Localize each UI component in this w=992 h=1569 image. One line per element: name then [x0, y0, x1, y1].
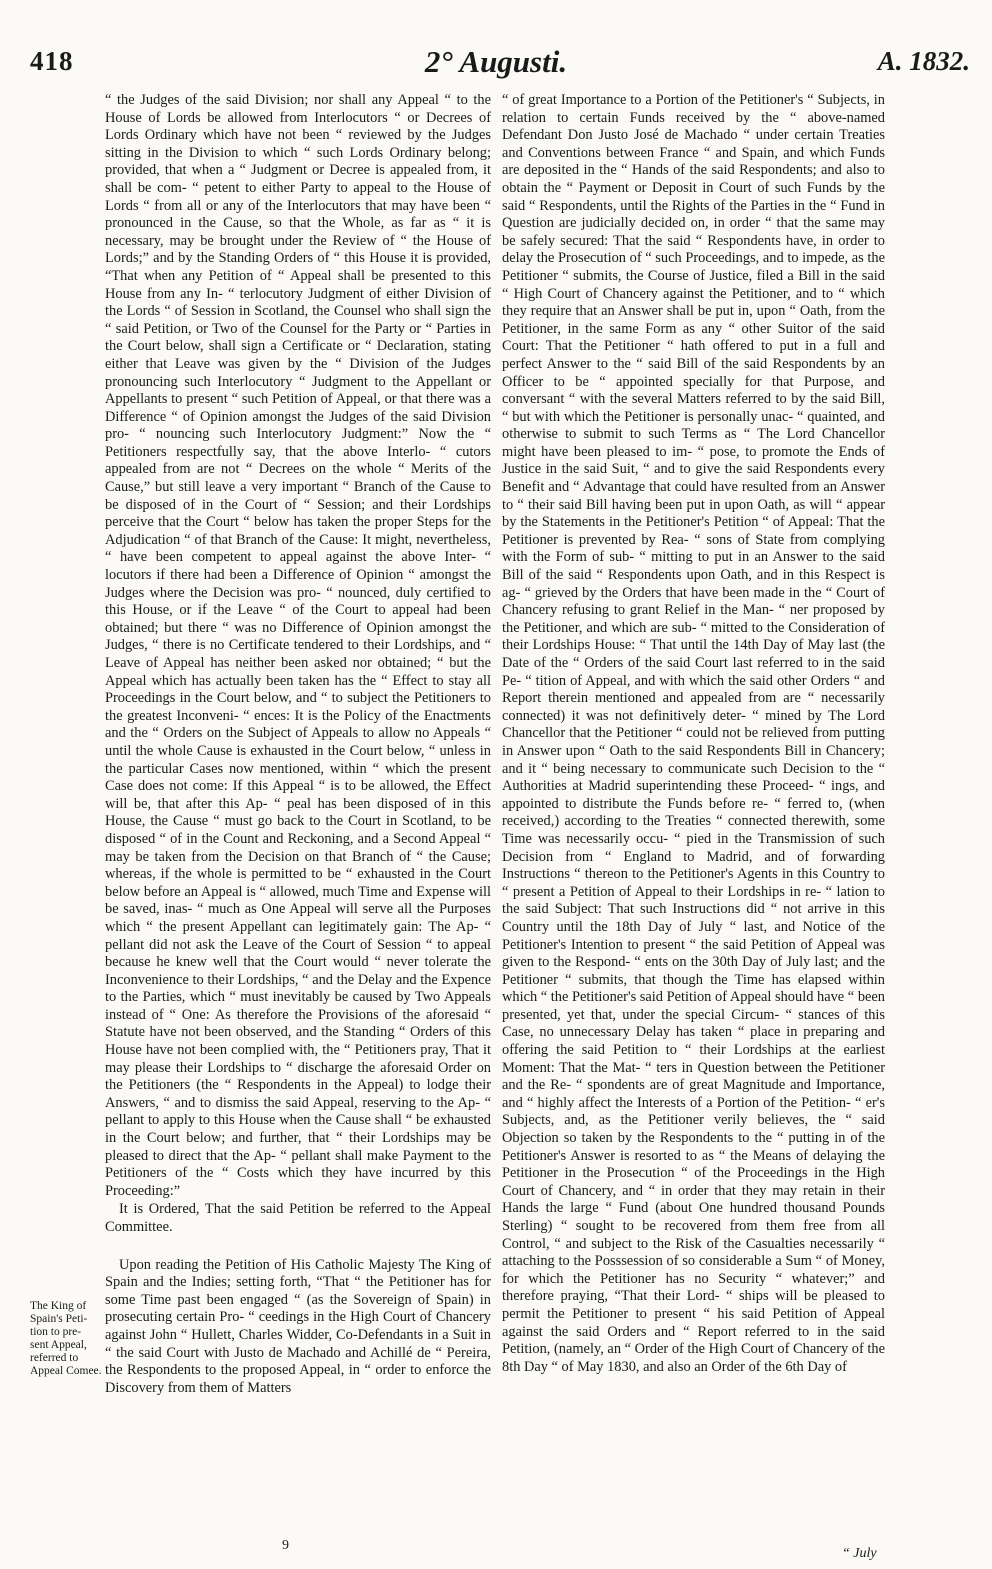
page-number: 418 [30, 46, 74, 76]
order-paragraph: It is Ordered, That the said Petition be referred to the Appeal Committee. [105, 1201, 491, 1235]
running-date-title: 2° Augusti. [424, 44, 568, 79]
petition-text: “ the Judges of the said Division; nor shall any Appeal “ to the House of Lords be allowed from Interlocutors “ or Decrees of Lords Ordinary which have not been “ reviewed by the Judges sitting in the Division to which “ such Lords Ordinary belong; provided, that when a “ Judgment or Decree is appealed from, it shall be com- “ petent to either Party to appeal to the House of Lords “ from all or any of the Interlocutors that may have been “ pronounced in the Cause, so that the Whole, as far as “ it is necessary, may be brought under the Review of “ the House of Lords;” and by the Standing Orders of “ this House it is provided, “That when any Petition of “ Appeal shall be presented to this House from any In- “ terlocutory Judgment of either Division of the Lords “ of Session in Scotland, the Counsel who shall sign the “ said Petition, or Two of the Counsel for the Party or “ Parties in the Court below, shall sign a Certificate or “ Declaration, stating either that Leave was given by the “ Division of the Judges pronouncing such Interlocutory “ Judgment to the Appellant or Appellants to present “ such Petition of Appeal, or that there was a Difference “ of Opinion amongst the Judges of the said Division pro- “ nouncing such Interlocutory Judgment:” Now the “ Petitioners respectfully say, that the above Interlo- “ cutors appealed from are not “ Decrees on the whole “ Merits of the Cause,” but still leave a very important “ Branch of the Cause to be disposed of in the Court of “ Session; and their Lordships perceive that the Court “ below has taken the proper Steps for the Adjudication “ of that Branch of the Cause: It might, nevertheless, “ have been competent to appeal against the above Inter- “ locutors if there had been a Difference of Opinion “ amongst the Judges where the Decision was pro- “ nounced, duly certified to this House, or if the Leave “ of the Court to appeal had been obtained; but there “ was no Difference of Opinion amongst the Judges, “ there is no Certificate tendered to their Lordships, and “ Leave of Appeal has neither been asked nor obtained; “ but the Appeal which has actually been taken has the “ Effect to stay all Proceedings in the Court below, and “ to subject the Petitioners to the greatest Inconveni- “ ences: It is the Policy of the Enactments and the “ Orders on the Subject of Appeals to allow no Appeals “ until the whole Cause is exhausted in the Court below, “ unless in the particular Cases now mentioned, within “ which the present Case does not come: If this Appeal “ is to be allowed, the Effect will be, that after this Ap- “ peal has been disposed of in this House, the Cause “ must go back to the Court in Scotland, to be disposed “ of in the Count and Reckoning, and a Second Appeal “ may be taken from the Decision on that Branch of “ the Cause; whereas, if the whole is permitted to be “ exhausted in the Court below before an Appeal is “ allowed, much Time and Expense will be saved, inas- “ much as One Appeal will serve all the Purposes which “ the present Appellant can legitimately gain: The Ap- “ pellant did not ask the Leave of the Court of Session “ to appeal because he knew well that the Court would “ never tolerate the Inconvenience to their Lordships, “ and the Delay and the Expence to the Parties, which “ must inevitably be caused by Two Appeals instead of “ One: As therefore the Provisions of the aforesaid “ Statute have not been observed, and the Standing “ Orders of this House have not been complied with, the “ Petitioners pray, That it may please their Lordships to “ discharge the aforesaid Order on the Petitioners (the “ Respondents in the Appeal) to lodge their Answers, “ and to dismiss the said Appeal, reserving to the Ap- “ pellant to apply to this House when the Cause shall “ be exhausted in the Court below; and further, that “ their Lordships may be pleased to direct that the Ap- “ pellant shall make Payment to the Petitioners of the “ Costs which they have incurred by this Proceeding:” [105, 92, 491, 1199]
petition-continuation-text: “ of great Importance to a Portion of the Petitioner's “ Subjects, in relation to certain Funds received by the “ above-named Defendant Don Justo José de Machado “ under certain Treaties and Conventions between France “ and Spain, and which Funds are deposited in the “ Hands of the said Respondents; and also to obtain the “ Payment or Deposit in Court of such Funds by the said “ Respondents, until the Rights of the Parties in the “ Fund in Question are judicially decided on, in order “ that the same may be safely secured: That the said “ Respondents have, in order to delay the Prosecution of “ such Proceedings, and to impede, as the Petitioner “ submits, the Course of Justice, filed a Bill in the said “ High Court of Chancery against the Petitioner, and to “ which they require that an Answer shall be put in, upon “ Oath, from the Petitioner, in the same Form as any “ other Suitor of the said Court: That the Petitioner “ hath offered to put in a full and perfect Answer to the “ said Bill of the said Respondents by an Officer to be “ appointed specially for that Purpose, and conversant “ with the several Matters referred to by the said Bill, “ but with which the Petitioner is personally unac- “ quainted, and otherwise to submit to such Terms as “ The Lord Chancellor might have been pleased to im- “ pose, to promote the Ends of Justice in the said Suit, “ and to give the said Respondents every Benefit and “ Advantage that could have resulted from an Answer to “ their said Bill having been put in upon Oath, as will “ appear by the Statements in the Petitioner's Petition “ of Appeal: That the Petitioner is prevented by Rea- “ sons of State from complying with the Form of sub- “ mitting to put in an Answer to the said Bill of the said “ Respondents upon Oath, and in this Respect is ag- “ grieved by the Orders that have been made in the “ Court of Chancery refusing to grant Relief in the Man- “ ner proposed by the Petitioner, and which are sub- “ mitted to the Consideration of their Lordships House: “ That until the 14th Day of May last (the Date of the “ Orders of the said Court last referred to in the said Pe- “ tition of Appeal, and with which the said other Orders “ and Report therein mentioned and appealed from are “ necessarily connected) it was not definitively deter- “ mined by The Lord Chancellor that the Petitioner “ could not be relieved from putting in Answer upon “ Oath to the said Respondents Bill in Chancery; and it “ being necessary to communicate such Decision to the “ Authorities at Madrid superintending these Proceed- “ ings, and appointed to distribute the Funds before re- “ ferred to, (when received,) according to the Treaties “ connected therewith, some Time was necessarily occu- “ pied in the Transmission of such Decision from “ England to Madrid, and of forwarding Instructions “ thereon to the Petitioner's Agents in this Country to “ present a Petition of Appeal to their Lordships in re- “ lation to the said Subject: That such Instructions did “ not arrive in this Country until the 18th Day of July “ last, and Notice of the Petitioner's Intention to present “ the said Petition of Appeal was given to the Respond- “ ents on the 30th Day of July last; and the Petitioner “ submits, that though the Time has elapsed within which “ the Petitioner's said Petition of Appeal should have “ been presented, yet that, under the special Circum- “ stances of this Case, no unnecessary Delay has taken “ place in preparing and offering the said Petition to “ their Lordships at the earliest Moment: That the Mat- “ ters in Question between the Petitioner and the Re- “ spondents are of great Magnitude and Importance, and “ highly affect the Interests of a Portion of the Petition- “ er's Subjects, and, as the Petitioner verily believes, the “ said Objection so taken by the Respondents to the “ putting in of the Petitioner's Answer is resorted to as “ the Means of delaying the Petitioner in the Prosecution “ of the Proceedings in the High Court of Chancery, and “ in order that they may retain in their Hands the large “ Fund (about One hundred thousand Pounds Sterling) “ sought to be recovered from them free from all Control, “ and subject to the Risk of the Casualties necessarily “ attaching to the Posssession of so considerable a Sum “ of Money, for which the Petitioner has no Security “ whatever;” and therefore praying, “That their Lord- “ ships will be pleased to permit the Petitioner to present “ his said Petition of Appeal against the said Orders and “ Report referred to in the said Petition, (namely, an “ Order of the High Court of Chancery of the 8th Day “ of May 1830, and also an Order of the 6th Day of [502, 92, 885, 1375]
catchword: “ July [842, 1546, 877, 1561]
margin-note: The King of Spain's Peti- tion to pre- sent Appeal, referred to Appeal Comee. [30, 1300, 102, 1377]
signature-mark: 9 [282, 1538, 289, 1553]
year-label: A. 1832. [877, 46, 970, 76]
page-header [0, 0, 992, 92]
right-column [502, 92, 885, 1376]
left-column [105, 92, 491, 1397]
spain-petition-text: Upon reading the Petition of His Catholic Majesty The King of Spain and the Indies; setting forth, “That “ the Petitioner has for some Time past been engaged “ (as the Sovereign of Spain) in prosecuting certain Pro- “ ceedings in the High Court of Chancery against John “ Hullett, Charles Widder, Co-Defendants in a Suit in “ the said Court with Justo de Machado and Achillé de “ Pereira, the Respondents to the proposed Appeal, in “ order to enforce the Discovery from them of Matters [105, 1256, 491, 1396]
